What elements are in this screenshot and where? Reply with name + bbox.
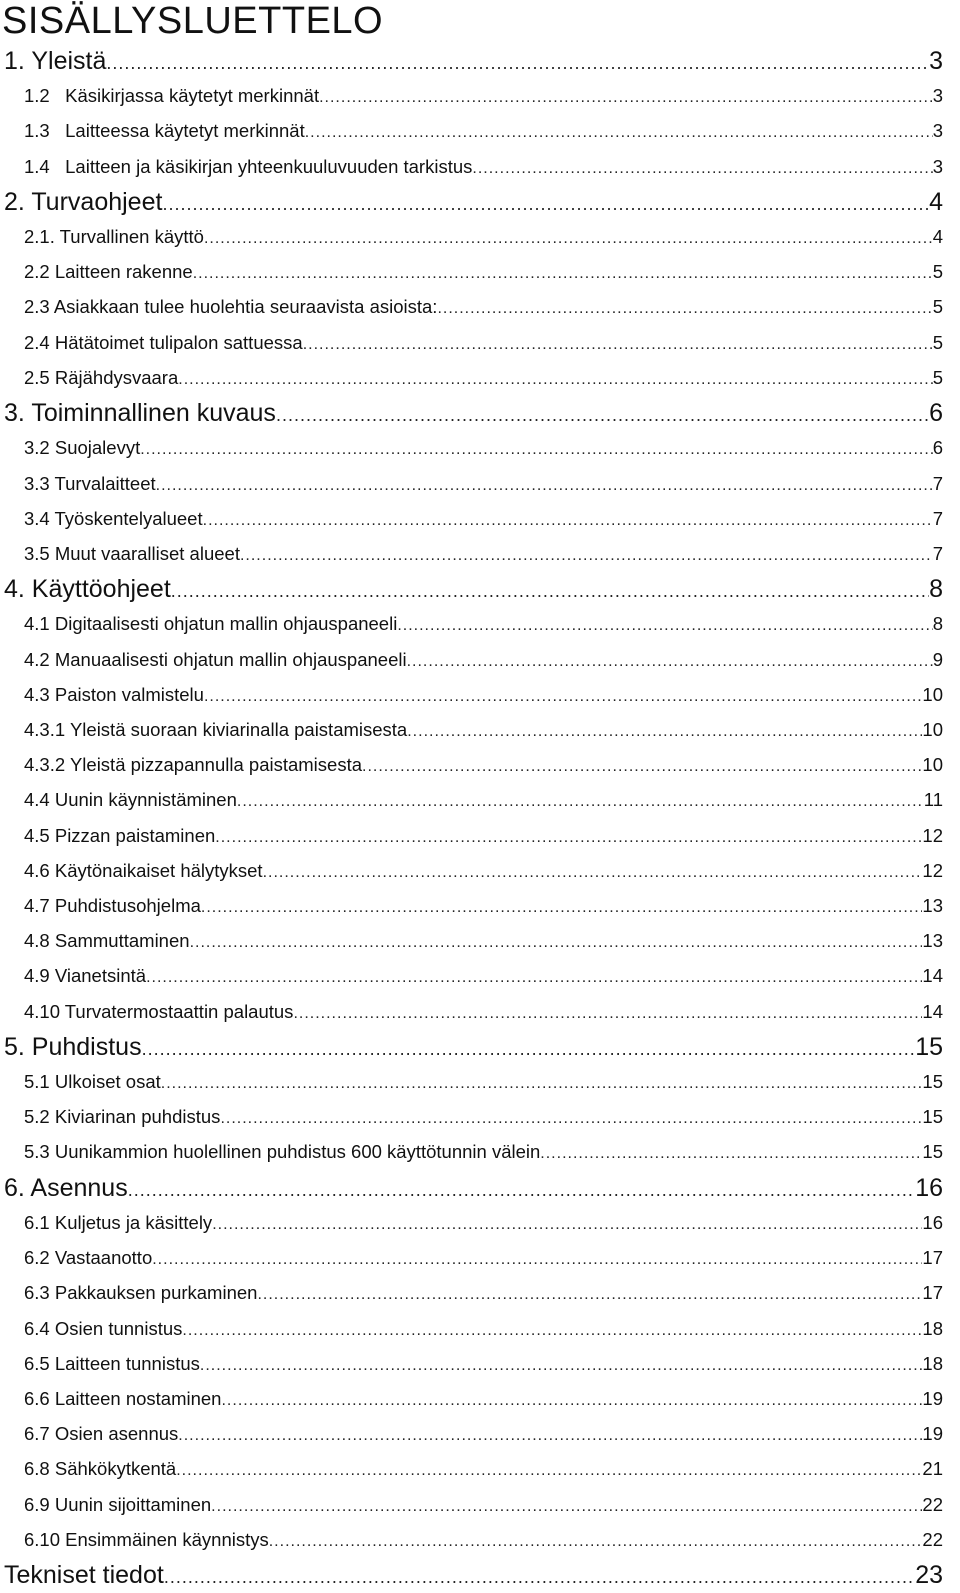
- toc-dot-leader: [240, 543, 933, 567]
- toc-dot-leader: [212, 1212, 922, 1236]
- toc-dot-leader: [176, 1458, 922, 1482]
- toc-dot-leader: [237, 789, 924, 813]
- toc-section-entry[interactable]: [0, 752, 943, 778]
- toc-page-number: 13: [922, 930, 943, 952]
- toc-dot-leader: [472, 156, 932, 180]
- toc-page-number: 8: [932, 613, 943, 635]
- toc-dot-leader: [178, 1423, 922, 1447]
- toc-dot-leader: [269, 1529, 923, 1553]
- toc-entry-title: 6.2 Vastaanotto: [24, 1247, 153, 1269]
- toc-section-entry[interactable]: [0, 330, 943, 356]
- toc-page-number: 15: [922, 1106, 943, 1128]
- toc-section-entry[interactable]: [0, 999, 943, 1025]
- toc-page-number: 14: [922, 1000, 943, 1022]
- toc-section-entry[interactable]: [0, 506, 943, 532]
- toc-entry-title: Tekniset tiedot: [4, 1561, 164, 1589]
- toc-section-entry[interactable]: [0, 1280, 943, 1306]
- toc-section-entry[interactable]: [0, 294, 943, 320]
- toc-entry-title: 6.3 Pakkauksen purkaminen: [24, 1282, 258, 1304]
- toc-entry-title: 2.1. Turvallinen käyttö: [24, 226, 204, 248]
- toc-chapter-entry[interactable]: [0, 186, 943, 218]
- toc-page-number: 5: [932, 366, 943, 388]
- toc-page-number: 22: [922, 1528, 943, 1550]
- toc-page-number: 3: [929, 47, 943, 75]
- toc-section-entry[interactable]: [0, 1104, 943, 1130]
- toc-entry-title: 1.2 Käsikirjassa käytetyt merkinnät: [24, 85, 320, 107]
- toc-page-number: 18: [922, 1317, 943, 1339]
- toc-dot-leader: [171, 575, 929, 605]
- toc-page-number: 5: [932, 261, 943, 283]
- toc-entry-title: 4.9 Vianetsintä: [24, 965, 147, 987]
- toc-page-number: 12: [922, 824, 943, 846]
- toc-page-number: 16: [922, 1211, 943, 1233]
- toc-entry-title: 4.7 Puhdistusohjelma: [24, 895, 201, 917]
- toc-page-number: 19: [922, 1423, 943, 1445]
- toc-entry-title: 1. Yleistä: [4, 47, 107, 75]
- toc-section-entry[interactable]: [0, 118, 943, 144]
- toc-entry-title: 6.6 Laitteen nostaminen: [24, 1387, 222, 1409]
- toc-chapter-entry[interactable]: [0, 1031, 943, 1063]
- toc-entry-title: 5.2 Kiviarinan puhdistus: [24, 1106, 221, 1128]
- toc-page-number: 3: [932, 85, 943, 107]
- toc-section-entry[interactable]: [0, 435, 943, 461]
- toc-chapter-entry[interactable]: [0, 45, 943, 77]
- toc-entry-title: 3. Toiminnallinen kuvaus: [4, 399, 276, 428]
- toc-dot-leader: [204, 226, 933, 250]
- toc-entry-title: 4.10 Turvatermostaattin palautus: [24, 1000, 294, 1022]
- toc-dot-leader: [200, 1353, 923, 1377]
- toc-section-entry[interactable]: [0, 963, 943, 989]
- toc-dot-leader: [161, 1071, 923, 1095]
- toc-section-entry[interactable]: [0, 928, 943, 954]
- toc-entry-title: 2.5 Räjähdysvaara: [24, 366, 179, 388]
- toc-page-number: 7: [932, 472, 943, 494]
- toc-dot-leader: [362, 754, 922, 778]
- toc-section-entry[interactable]: [0, 224, 943, 250]
- toc-page-number: 7: [932, 507, 943, 529]
- toc-chapter-entry[interactable]: [0, 1172, 943, 1204]
- toc-dot-leader: [142, 1033, 916, 1063]
- toc-page-number: 13: [922, 895, 943, 917]
- toc-dot-leader: [305, 120, 933, 144]
- toc-section-entry[interactable]: [0, 259, 943, 285]
- toc-page-number: 10: [922, 754, 943, 776]
- toc-dot-leader: [201, 895, 923, 919]
- toc-dot-leader: [540, 1141, 922, 1165]
- toc-dot-leader: [257, 1282, 922, 1306]
- toc-page-number: 16: [915, 1173, 943, 1202]
- toc-dot-leader: [146, 965, 922, 989]
- toc-entry-title: 4.4 Uunin käynnistäminen: [24, 789, 237, 811]
- toc-entry-title: 4.8 Sammuttaminen: [24, 930, 190, 952]
- toc-section-entry[interactable]: [0, 893, 943, 919]
- toc-page-number: 21: [922, 1458, 943, 1480]
- toc-page-number: 6: [932, 437, 943, 459]
- toc-dot-leader: [106, 47, 929, 77]
- toc-section-entry[interactable]: [0, 858, 943, 884]
- toc-entry-title: 2.4 Hätätoimet tulipalon sattuessa: [24, 331, 303, 353]
- toc-page-number: 4: [932, 226, 943, 248]
- toc-entry-title: 4.6 Käytönaikaiset hälytykset: [24, 859, 263, 881]
- toc-section-entry[interactable]: [0, 717, 943, 743]
- toc-dot-leader: [215, 825, 922, 849]
- toc-entry-title: 5.3 Uunikammion huolellinen puhdistus 600 käyttötunnin välein: [24, 1141, 541, 1163]
- toc-section-entry[interactable]: [0, 1527, 943, 1553]
- toc-entry-title: 3.5 Muut vaaralliset alueet: [24, 542, 240, 564]
- toc-section-entry[interactable]: [0, 365, 943, 391]
- toc-section-entry[interactable]: [0, 1139, 943, 1165]
- toc-section-entry[interactable]: [0, 1492, 943, 1518]
- toc-section-entry[interactable]: [0, 1069, 943, 1095]
- toc-entry-title: 2.2 Laitteen rakenne: [24, 261, 193, 283]
- toc-section-entry[interactable]: [0, 83, 943, 109]
- toc-section-entry[interactable]: [0, 1456, 943, 1482]
- toc-entry-title: 4.1 Digitaalisesti ohjatun mallin ohjauspaneeli: [24, 613, 398, 635]
- page-title: SISÄLLYSLUETTELO: [2, 0, 384, 42]
- toc-entry-title: 4.3.2 Yleistä pizzapannulla paistamisesta: [24, 754, 363, 776]
- toc-page-number: 8: [929, 575, 943, 604]
- toc-dot-leader: [220, 1106, 922, 1130]
- toc-page-number: 10: [922, 683, 943, 705]
- toc-page-number: 22: [922, 1493, 943, 1515]
- toc-dot-leader: [152, 1247, 922, 1271]
- toc-dot-leader: [182, 1318, 922, 1342]
- toc-section-entry[interactable]: [0, 611, 943, 637]
- toc-dot-leader: [204, 684, 922, 708]
- toc-page-number: 14: [922, 965, 943, 987]
- toc-page-number: 17: [922, 1247, 943, 1269]
- toc-entry-title: 6.5 Laitteen tunnistus: [24, 1352, 200, 1374]
- toc-entry-title: 6.8 Sähkökytkentä: [24, 1458, 177, 1480]
- toc-page-number: 15: [915, 1032, 943, 1061]
- toc-page-number: 15: [922, 1071, 943, 1093]
- toc-section-entry[interactable]: [0, 1210, 943, 1236]
- toc-dot-leader: [140, 437, 932, 461]
- toc-dot-leader: [276, 399, 929, 429]
- toc-dot-leader: [293, 1001, 922, 1025]
- toc-dot-leader: [193, 261, 933, 285]
- toc-entry-title: 6.10 Ensimmäinen käynnistys: [24, 1528, 269, 1550]
- toc-entry-title: 6.9 Uunin sijoittaminen: [24, 1493, 212, 1515]
- toc-entry-title: 5.1 Ulkoiset osat: [24, 1071, 161, 1093]
- toc-section-entry[interactable]: [0, 471, 943, 497]
- toc-section-entry[interactable]: [0, 1421, 943, 1447]
- toc-dot-leader: [162, 188, 929, 218]
- toc-page-number: 3: [932, 155, 943, 177]
- toc-dot-leader: [303, 332, 933, 356]
- toc-page-number: 7: [932, 542, 943, 564]
- toc-entry-title: 1.3 Laitteessa käytetyt merkinnät: [24, 120, 305, 142]
- toc-section-entry[interactable]: [0, 541, 943, 567]
- toc-entry-title: 4. Käyttöohjeet: [4, 575, 171, 604]
- toc-dot-leader: [128, 1174, 915, 1204]
- toc-chapter-entry[interactable]: [0, 397, 943, 429]
- toc-dot-leader: [190, 930, 923, 954]
- toc-entry-title: 2. Turvaohjeet: [4, 187, 163, 216]
- toc-section-entry[interactable]: [0, 1245, 943, 1271]
- toc-page-number: 9: [932, 648, 943, 670]
- toc-entry-title: 6.7 Osien asennus: [24, 1423, 179, 1445]
- toc-entry-title: 4.3.1 Yleistä suoraan kiviarinalla paistamisesta: [24, 718, 408, 740]
- toc-dot-leader: [156, 473, 933, 497]
- toc-section-entry[interactable]: [0, 823, 943, 849]
- toc-section-entry[interactable]: [0, 682, 943, 708]
- toc-page-number: 5: [932, 331, 943, 353]
- toc-dot-leader: [211, 1494, 922, 1518]
- toc-dot-leader: [178, 367, 932, 391]
- toc-page-number: 3: [932, 120, 943, 142]
- toc-entry-title: 1.4 Laitteen ja käsikirjan yhteenkuuluvuuden tarkistus: [24, 155, 473, 177]
- toc-entry-title: 4.3 Paiston valmistelu: [24, 683, 204, 705]
- toc-page-number: 12: [922, 859, 943, 881]
- toc-entry-title: 3.3 Turvalaitteet: [24, 472, 156, 494]
- toc-entry-title: 6.1 Kuljetus ja käsittely: [24, 1211, 213, 1233]
- toc-page-number: 11: [923, 789, 943, 811]
- toc-dot-leader: [437, 296, 932, 320]
- toc-page-number: 10: [922, 718, 943, 740]
- toc-chapter-entry[interactable]: [0, 573, 943, 605]
- toc-entry-title: 2.3 Asiakkaan tulee huolehtia seuraavista asioista:: [24, 296, 438, 318]
- toc-section-entry[interactable]: [0, 1351, 943, 1377]
- toc-dot-leader: [407, 649, 933, 673]
- toc-page-number: 19: [922, 1387, 943, 1409]
- toc-section-entry[interactable]: [0, 647, 943, 673]
- toc-entry-title: 6.4 Osien tunnistus: [24, 1317, 183, 1339]
- toc-entry-title: 3.2 Suojalevyt: [24, 437, 141, 459]
- toc-dot-leader: [397, 613, 932, 637]
- toc-dot-leader: [164, 1561, 915, 1591]
- toc-page-number: 17: [922, 1282, 943, 1304]
- toc-dot-leader: [221, 1388, 922, 1412]
- toc-page-number: 23: [915, 1561, 943, 1589]
- toc-entry-title: 4.5 Pizzan paistaminen: [24, 824, 216, 846]
- toc-page-number: 18: [922, 1352, 943, 1374]
- toc-entry-title: 3.4 Työskentelyalueet: [24, 507, 203, 529]
- toc-dot-leader: [263, 860, 923, 884]
- toc-section-entry[interactable]: [0, 787, 943, 813]
- toc-page-number: 5: [932, 296, 943, 318]
- toc-section-entry[interactable]: [0, 154, 943, 180]
- toc-chapter-entry[interactable]: [0, 1559, 943, 1591]
- toc-page-number: 15: [922, 1141, 943, 1163]
- toc-entry-title: 6. Asennus: [4, 1173, 128, 1202]
- toc-page-number: 6: [929, 399, 943, 428]
- toc-entry-title: 4.2 Manuaalisesti ohjatun mallin ohjauspaneeli: [24, 648, 407, 670]
- toc-entry-title: 5. Puhdistus: [4, 1032, 142, 1061]
- toc-dot-leader: [203, 508, 933, 532]
- toc-section-entry[interactable]: [0, 1316, 943, 1342]
- toc-dot-leader: [407, 719, 922, 743]
- toc-page-number: 4: [929, 187, 943, 216]
- toc-dot-leader: [319, 85, 933, 109]
- toc-section-entry[interactable]: [0, 1386, 943, 1412]
